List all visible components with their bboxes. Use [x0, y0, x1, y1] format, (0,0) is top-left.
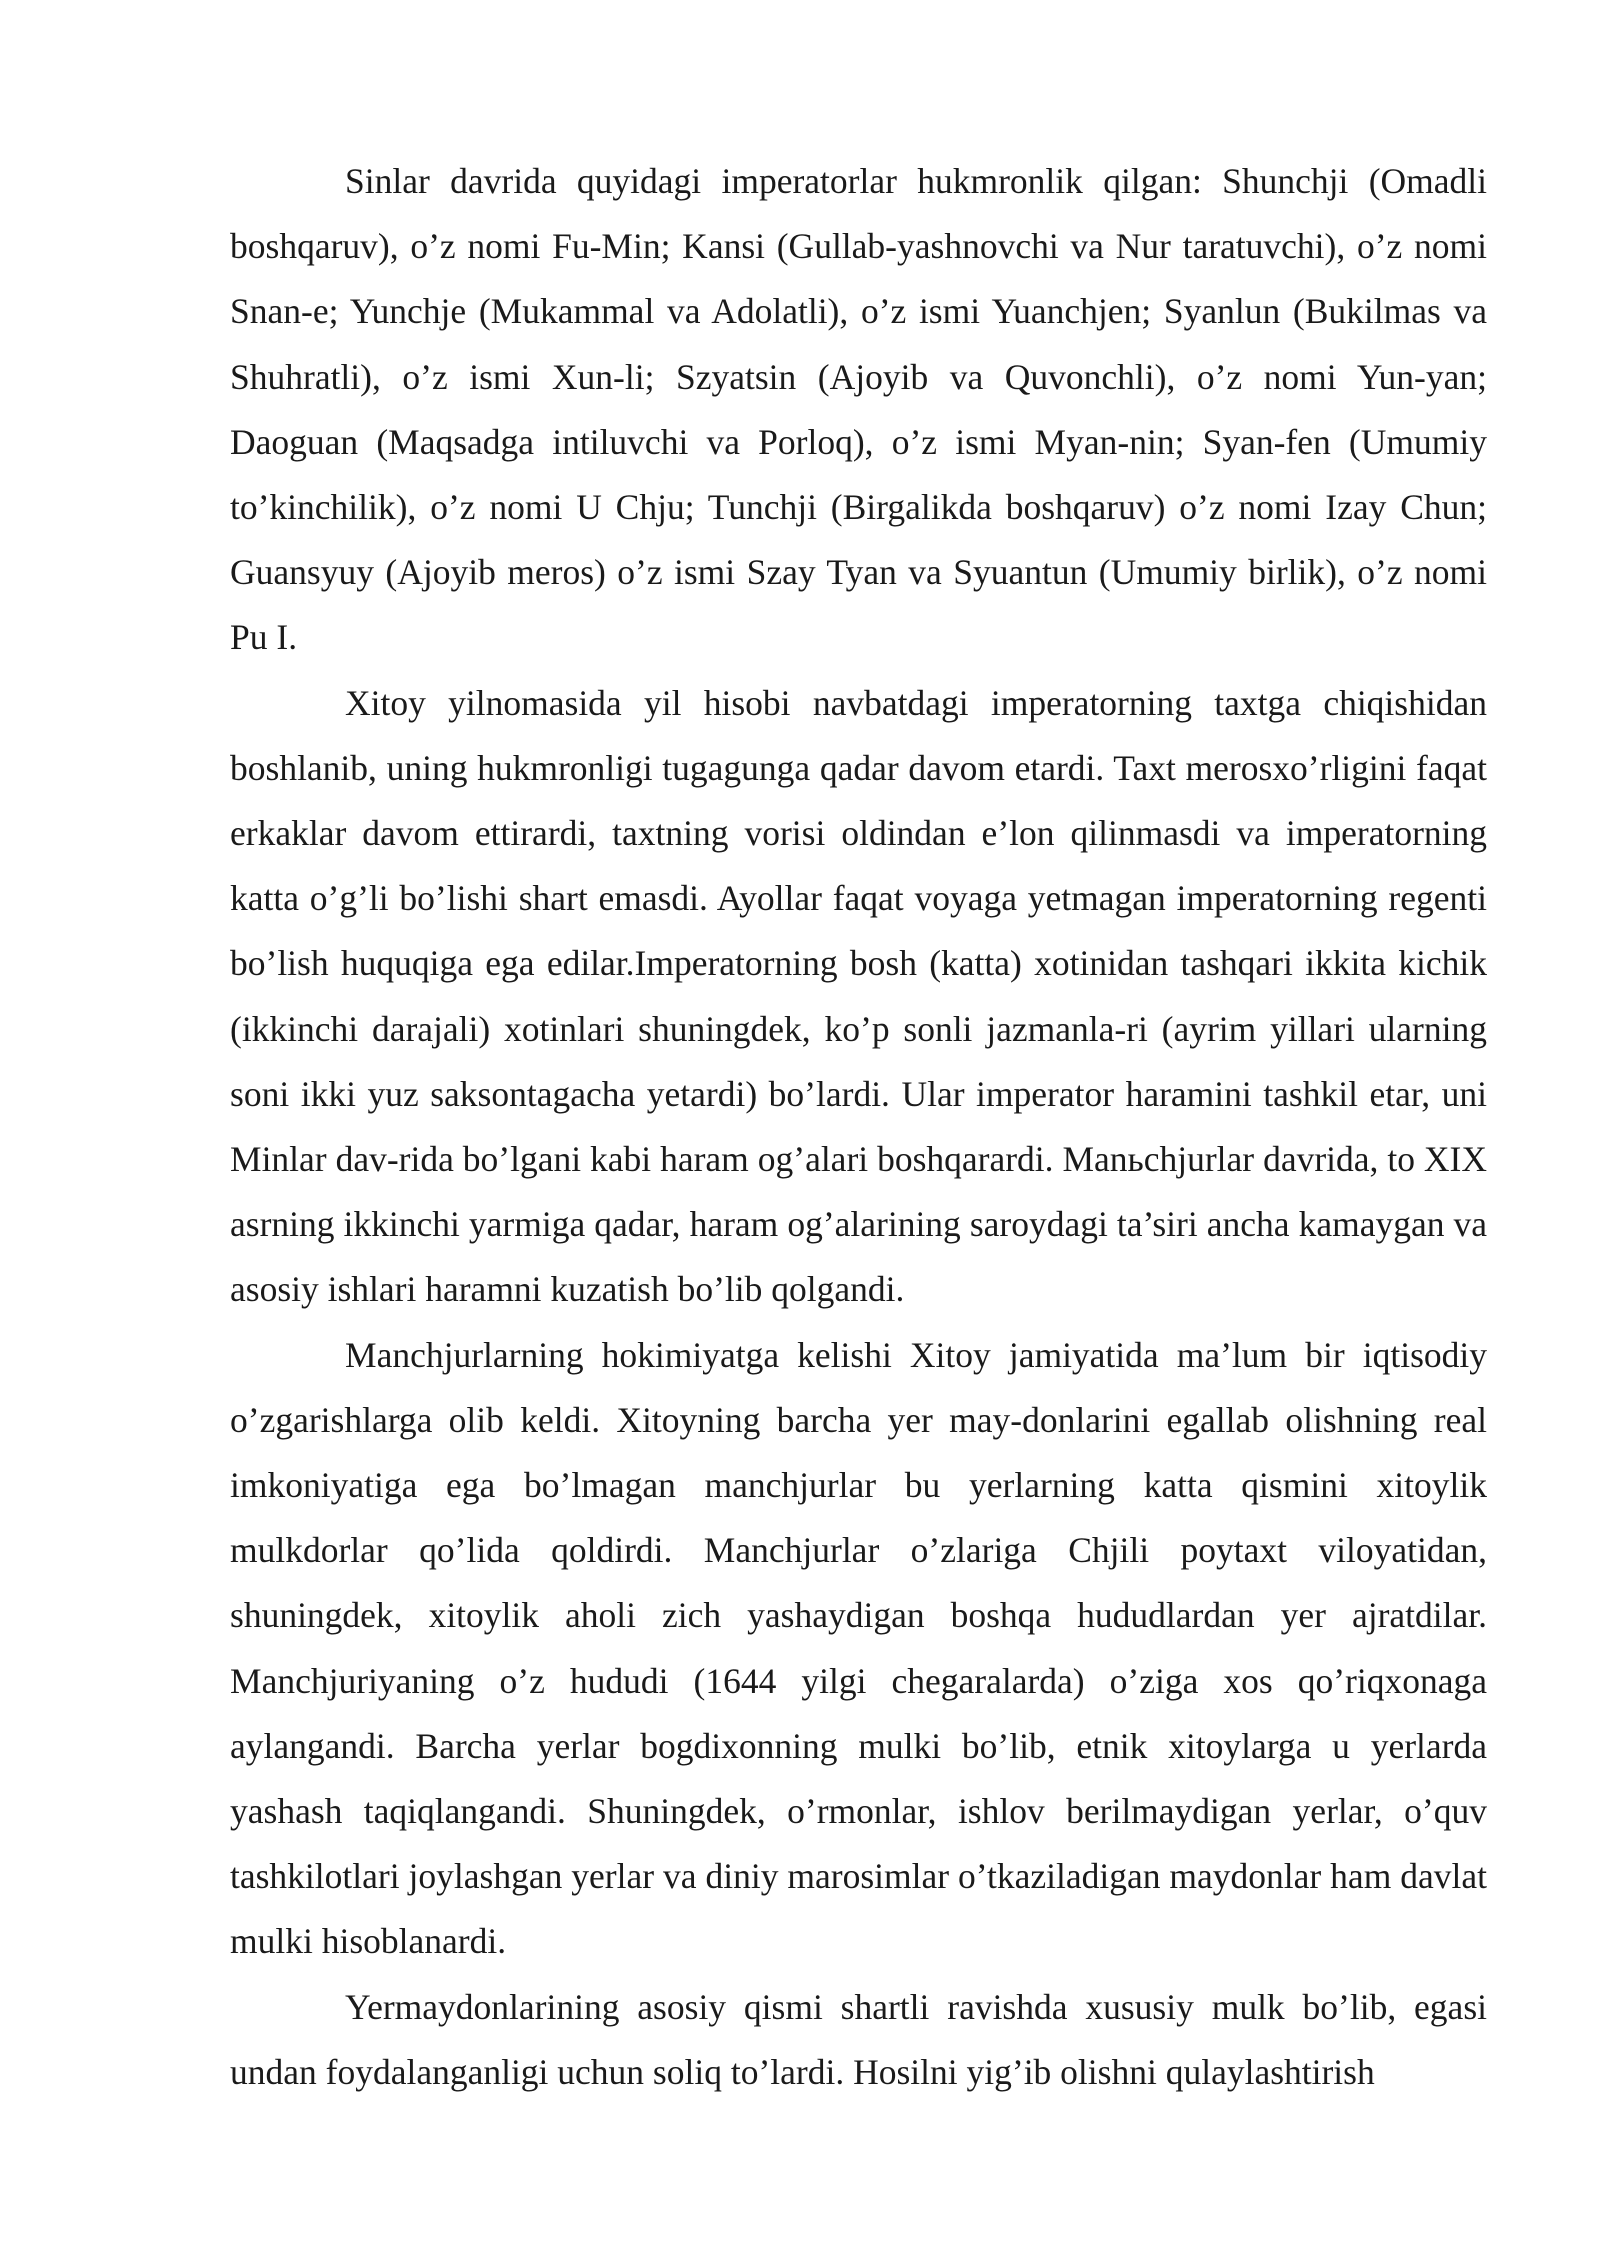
document-body [230, 149, 1487, 2105]
paragraph-2: Xitoy yilnomasida yil hisobi navbatdagi imperatorning taxtga chiqishidan boshlanib, uning hukmronligi tugagunga qadar davom etardi. Taxt merosxo’rligini faqat erkaklar davom ettirardi, taxtning vorisi oldindan e’lon qilinmasdi va imperatorning katta o’g’li bo’lishi shart emasdi. Ayollar faqat voyaga yetmagan imperatorning regenti bo’lish huquqiga ega edilar.Imperatorning bosh (katta) xotinidan tashqari ikkita kichik (ikkinchi darajali) xotinlari shuningdek, ko’p sonli jazmanla-ri (ayrim yillari ularning soni ikki yuz saksontagacha yetardi) bo’lardi. Ular imperator haramini tashkil etar, uni Minlar dav-rida bo’lgani kabi haram og’alari boshqarardi. Manьchjurlar davrida, to XIX asrning ikkinchi yarmiga qadar, haram og’alarining saroydagi ta’siri ancha kamaygan va asosiy ishlari haramni kuzatish bo’lib qolgandi. [230, 682, 1487, 1310]
paragraph-3: Manchjurlarning hokimiyatga kelishi Xitoy jamiyatida ma’lum bir iqtisodiy o’zgarishlarga olib keldi. Xitoyning barcha yer may-donlarini egallab olishning real imkoniyatiga ega bo’lmagan manchjurlar bu yerlarning katta qismini xitoylik mulkdorlar qo’lida qoldirdi. Manchjurlar o’zlariga Chjili poytaxt viloyatidan, shuningdek, xitoylik aholi zich yashaydigan boshqa hududlardan yer ajratdilar. Manchjuriyaning o’z hududi (1644 yilgi chegaralarda) o’ziga xos qo’riqxonaga aylangandi. Barcha yerlar bogdixonning mulki bo’lib, etnik xitoylarga u yerlarda yashash taqiqlangandi. Shuningdek, o’rmonlar, ishlov berilmaydigan yerlar, o’quv tashkilotlari joylashgan yerlar va diniy marosimlar o’tkaziladigan maydonlar ham davlat mulki hisoblanardi. [230, 1334, 1487, 1962]
paragraph-1: Sinlar davrida quyidagi imperatorlar hukmronlik qilgan: Shunchji (Omadli boshqaruv), o’z nomi Fu-Min; Kansi (Gullab-yashnovchi va Nur taratuvchi), o’z nomi Snan-e; Yunchje (Mukammal va Adolatli), o’z ismi Yuanchjen; Syanlun (Bukilmas va Shuhratli), o’z ismi Xun-li; Szyatsin (Ajoyib va Quvonchli), o’z nomi Yun-yan; Daoguan (Maqsadga intiluvchi va Porloq), o’z ismi Myan-nin; Syan-fen (Umumiy to’kinchilik), o’z nomi U Chju; Tunchji (Birgalikda boshqaruv) o’z nomi Izay Chun; Guansyuy (Ajoyib meros) o’z ismi Szay Tyan va Syuantun (Umumiy birlik), o’z nomi Pu I. [230, 161, 1487, 658]
paragraph-4: Yermaydonlarining asosiy qismi shartli ravishda xususiy mulk bo’lib, egasi undan foydalanganligi uchun soliq to’lardi. Hosilni yig’ib olishni qulaylashtirish [230, 1986, 1487, 2092]
